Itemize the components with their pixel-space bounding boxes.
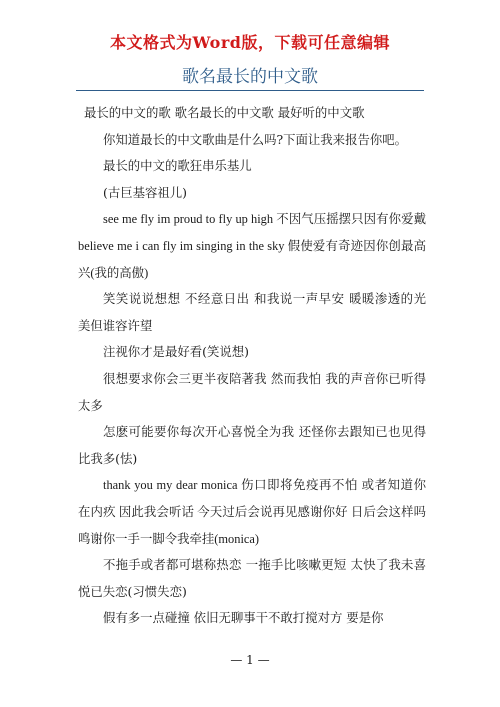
paragraph-10: thank you my dear monica 伤口即将免疫再不怕 或者知道你在内疚 因此我会听话 今天过后会说再见感谢你好 日后会这样吗 鸣谢你一手一脚令我牵挂(monica): [78, 478, 426, 546]
paragraph-7: 注视你才是最好看(笑说想): [103, 344, 249, 360]
paragraph-12: 假有多一点碰撞 依旧无聊事干不敢打搅对方 要是你: [103, 610, 384, 626]
paragraph-3: 最长的中文的歌狂串乐基儿: [103, 158, 252, 174]
paragraph-6: 笑笑说说想想 不经意日出 和我说一声早安 暖暖渗透的光 美但谁容许望: [78, 291, 426, 333]
paragraph-2: 你知道最长的中文歌曲是什么吗?下面让我来报告你吧。: [103, 131, 408, 147]
paragraph-4: (古巨基容祖儿): [103, 184, 188, 200]
paragraph-11: 不拖手或者都可堪称热恋 一拖手比咳嗽更短 太快了我未喜悦已失恋(习惯失恋): [78, 557, 426, 599]
paragraph-5: see me fly im proud to fly up high 不因气压摇摆只因有你爱戴 believe me i can fly im singing in the sky 假使爱有奇迹因你创最高兴(我的高傲): [78, 212, 426, 280]
document-body: [78, 100, 426, 632]
page-number: — 1 —: [230, 653, 270, 667]
paragraph-1: 最长的中文的歌 歌名最长的中文歌 最好听的中文歌: [84, 105, 365, 120]
paragraph-9: 怎麽可能要你每次开心喜悦全为我 还怪你去跟知已也见得比我多(怯): [78, 424, 426, 466]
title-divider: [76, 90, 424, 91]
format-banner: 本文格式为Word版，下载可任意编辑: [110, 33, 390, 52]
paragraph-8: 很想要求你会三更半夜陪著我 然而我怕 我的声音你已听得太多: [78, 370, 426, 413]
document-title: 歌名最长的中文歌: [182, 67, 318, 87]
